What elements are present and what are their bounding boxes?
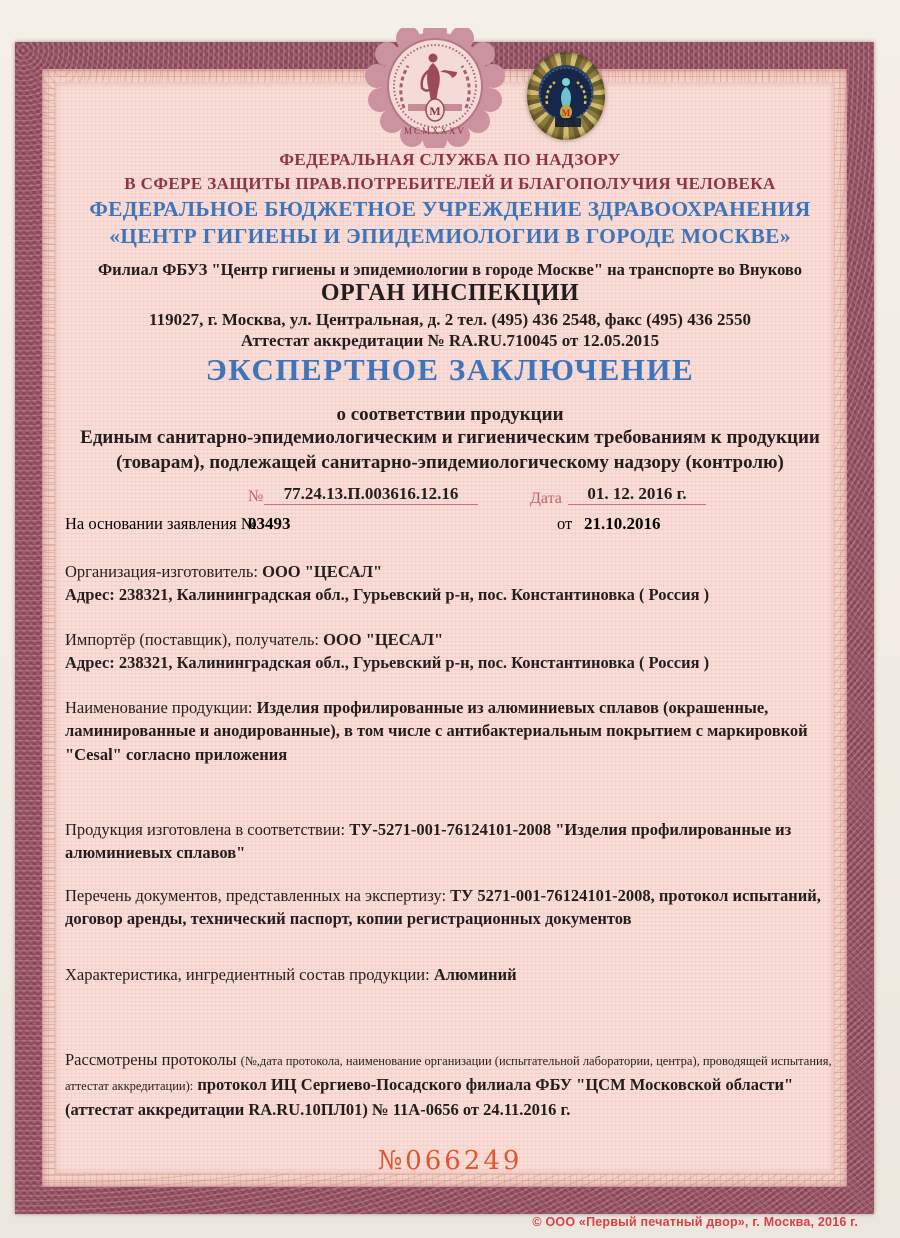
product-name-label: Наименование продукции: (65, 698, 253, 717)
characteristics-row (65, 963, 843, 986)
importer-row (65, 628, 843, 651)
document-title: ЭКСПЕРТНОЕ ЗАКЛЮЧЕНИЕ (205, 352, 695, 387)
date-label: Дата (530, 490, 562, 507)
product-name-row (65, 696, 843, 766)
protocols-label: Рассмотрены протоколы (65, 1050, 237, 1069)
documents-label: Перечень документов, представленных на экспертизу: (65, 886, 447, 905)
hologram-letter: М (561, 108, 571, 118)
rosette-letter: М (429, 104, 441, 118)
standard-label: Продукция изготовлена в соответствии: (65, 820, 346, 839)
characteristics-value: Алюминий (433, 965, 517, 984)
protocols-row (65, 1048, 843, 1122)
accreditation-line: Аттестат аккредитации № RA.RU.710045 от 12.05.2015 (240, 331, 660, 350)
hologram-seal (527, 52, 605, 140)
documents-value: ТУ 5271-001-76124101-2008, протокол испытаний, договор аренды, технический паспорт, копии регистрационных документов (65, 886, 821, 929)
number-value: 77.24.13.П.003616.12.16 (264, 484, 478, 505)
importer-address-label: Адрес: (65, 653, 115, 672)
application-label: На основании заявления № (65, 514, 257, 533)
protocols-note: (№,дата протокола, наименование организации (испытательной лаборатории, центра), проводящей испытания, аттестат аккредитации): (65, 1054, 832, 1093)
product-name-value: Изделия профилированные из алюминиевых сплавов (окрашенные, ламинированные и анодированные), в том числе с антибактериальным покрытием с маркировкой "Cesal" согласно приложения (65, 698, 808, 764)
rosette-year: MCMXXXV (403, 126, 467, 136)
org-name-line-2: «ЦЕНТР ГИГИЕНЫ И ЭПИДЕМИОЛОГИИ В ГОРОДЕ МОСКВЕ» (109, 224, 791, 248)
inspection-body-title: ОРГАН ИНСПЕКЦИИ (320, 280, 580, 306)
manufacturer-label: Организация-изготовитель: (65, 562, 258, 581)
manufacturer-address-row (65, 583, 843, 606)
manufacturer-address-value: 238321, Калининградская обл., Гурьевский р-н, пос. Константиновка ( Россия ) (118, 585, 710, 604)
application-from-value: 21.10.2016 (584, 514, 661, 533)
application-from-label: от (557, 514, 573, 533)
printer-copyright: © ООО «Первый печатный двор», г. Москва, 2016 г. (532, 1215, 858, 1229)
importer-label: Импортёр (поставщик), получатель: (65, 630, 319, 649)
importer-address-row (65, 651, 843, 674)
hygieia-rosette-emblem (360, 28, 510, 148)
standard-value: ТУ-5271-001-76124101-2008 "Изделия профилированные из алюминиевых сплавов" (65, 820, 792, 863)
subtitle-1: о соответствии продукции (336, 404, 564, 425)
manufacturer-row (65, 560, 843, 583)
serial-number: №066249 (377, 1146, 523, 1176)
number-label: № (248, 488, 264, 505)
documents-row (65, 884, 843, 931)
standard-row (65, 818, 843, 865)
org-name-line-1: ФЕДЕРАЛЬНОЕ БЮДЖЕТНОЕ УЧРЕЖДЕНИЕ ЗДРАВООХРАНЕНИЯ (89, 197, 811, 221)
branch-line: Филиал ФБУЗ "Центр гигиены и эпидемиологии в городе Москве" на транспорте во Внуково (98, 260, 802, 279)
subtitle-2: Единым санитарно-эпидемиологическим и гигиеническим требованиям к продукции (80, 427, 820, 448)
characteristics-label: Характеристика, ингредиентный состав продукции: (65, 965, 430, 984)
importer-address-value: 238321, Калининградская обл., Гурьевский р-н, пос. Константиновка ( Россия ) (118, 653, 710, 672)
manufacturer-address-label: Адрес: (65, 585, 115, 604)
application-value: 03493 (248, 514, 291, 533)
hologram-icon (527, 52, 605, 140)
rosette-icon (360, 28, 510, 148)
header-line-2: В СФЕРЕ ЗАЩИТЫ ПРАВ.ПОТРЕБИТЕЛЕЙ И БЛАГОПОЛУЧИЯ ЧЕЛОВЕКА (124, 174, 776, 193)
importer-value: ООО "ЦЕСАЛ" (323, 630, 444, 649)
subtitle-3: (товарам), подлежащей санитарно-эпидемиологическому надзору (контролю) (116, 452, 784, 473)
address-line: 119027, г. Москва, ул. Центральная, д. 2 тел. (495) 436 2548, факс (495) 436 2550 (149, 310, 751, 329)
manufacturer-value: ООО "ЦЕСАЛ" (262, 562, 383, 581)
protocols-value: протокол ИЦ Сергиево-Посадского филиала ФБУ "ЦСМ Московской области" (аттестат аккредитации RA.RU.10ПЛ01) № 11А-0656 от 24.11.2016 г. (65, 1074, 794, 1119)
date-value: 01. 12. 2016 г. (568, 484, 706, 505)
header-line-1: ФЕДЕРАЛЬНАЯ СЛУЖБА ПО НАДЗОРУ (279, 150, 621, 169)
